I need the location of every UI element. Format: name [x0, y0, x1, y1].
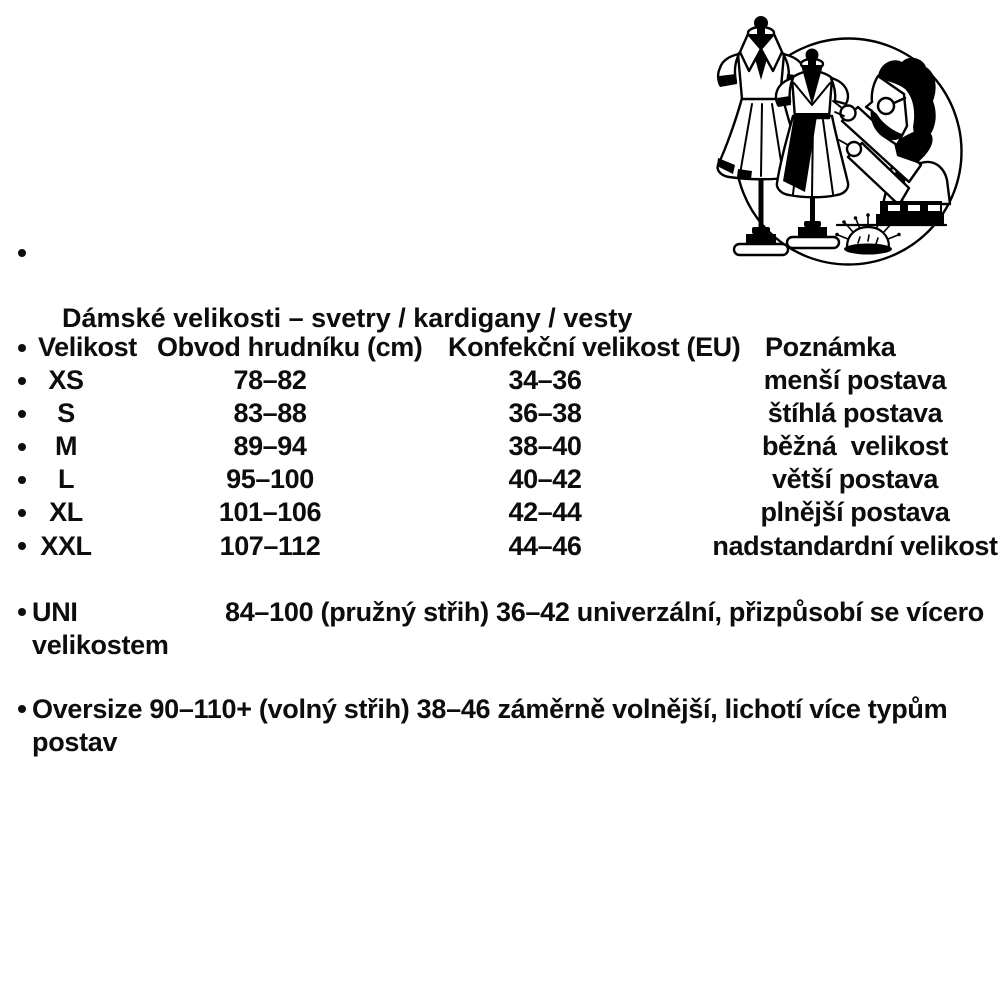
- page-title: Dámské velikosti – svetry / kardigany / vesty: [62, 303, 633, 333]
- oversize-text: [32, 693, 997, 758]
- bullet-icon: [18, 509, 26, 517]
- bullet-icon: [18, 443, 26, 451]
- cell-size: S: [57, 398, 75, 429]
- table-header-row: [0, 331, 1000, 364]
- uni-text: [32, 596, 997, 661]
- bullet-icon: [18, 249, 26, 257]
- cell-size: XXL: [40, 530, 92, 561]
- table-row-m: [0, 430, 1000, 463]
- uni-description: 84–100 (pružný střih) 36–42 univerzální, přizpůsobí se vícero velikostem: [32, 597, 984, 660]
- bullet-icon: [18, 377, 26, 385]
- oversize-row: [0, 693, 997, 758]
- cell-note: nadstandardní velikost: [712, 530, 998, 561]
- cell-eu: 44–46: [508, 530, 582, 561]
- table-row-s: [0, 397, 1000, 430]
- uni-label: UNI: [32, 597, 78, 627]
- cell-note: plnější postava: [760, 497, 950, 528]
- bullet-icon: [18, 608, 26, 616]
- page-title-row: [0, 236, 633, 333]
- cell-eu: 36–38: [508, 398, 582, 429]
- cell-size: L: [57, 464, 75, 495]
- bullet-icon: [18, 344, 26, 352]
- bullet-icon: [18, 476, 26, 484]
- cell-eu: 38–40: [508, 431, 582, 462]
- header-velikost: Velikost: [38, 332, 137, 362]
- bullet-icon: [18, 410, 26, 418]
- table-row-xl: [0, 496, 1000, 529]
- cell-size: XL: [49, 497, 83, 528]
- cell-note: štíhlá postava: [767, 398, 943, 429]
- cell-chest: 89–94: [233, 431, 307, 462]
- cell-note: běžná velikost: [761, 431, 949, 462]
- table-row-l: [0, 463, 1000, 496]
- cell-note: menší postava: [763, 365, 947, 396]
- cell-eu: 40–42: [508, 464, 582, 495]
- oversize-description: 90–110+ (volný střih) 38–46 záměrně volnější, lichotí více typům postav: [32, 694, 948, 757]
- size-table: [0, 331, 1000, 563]
- cell-chest: 78–82: [233, 365, 307, 396]
- tailor-illustration: [690, 8, 1000, 270]
- cell-chest: 101–106: [218, 497, 322, 528]
- header-poznamka: Poznámka: [765, 332, 896, 362]
- cell-eu: 34–36: [508, 365, 582, 396]
- table-row-xs: [0, 364, 1000, 397]
- header-obvod-hrudniku: Obvod hrudníku (cm): [157, 332, 423, 362]
- bullet-icon: [18, 705, 26, 713]
- cell-size: XS: [48, 365, 84, 396]
- cell-chest: 107–112: [219, 530, 321, 561]
- cell-size: M: [54, 431, 78, 462]
- uni-row: [0, 596, 997, 661]
- bullet-icon: [18, 542, 26, 550]
- cell-chest: 83–88: [233, 398, 307, 429]
- table-row-xxl: [0, 530, 1000, 563]
- oversize-label: Oversize: [32, 694, 143, 724]
- header-konfekcni-velikost: Konfekční velikost (EU): [448, 332, 741, 362]
- cell-eu: 42–44: [508, 497, 582, 528]
- cell-note: větší postava: [772, 464, 938, 495]
- cell-chest: 95–100: [226, 464, 314, 495]
